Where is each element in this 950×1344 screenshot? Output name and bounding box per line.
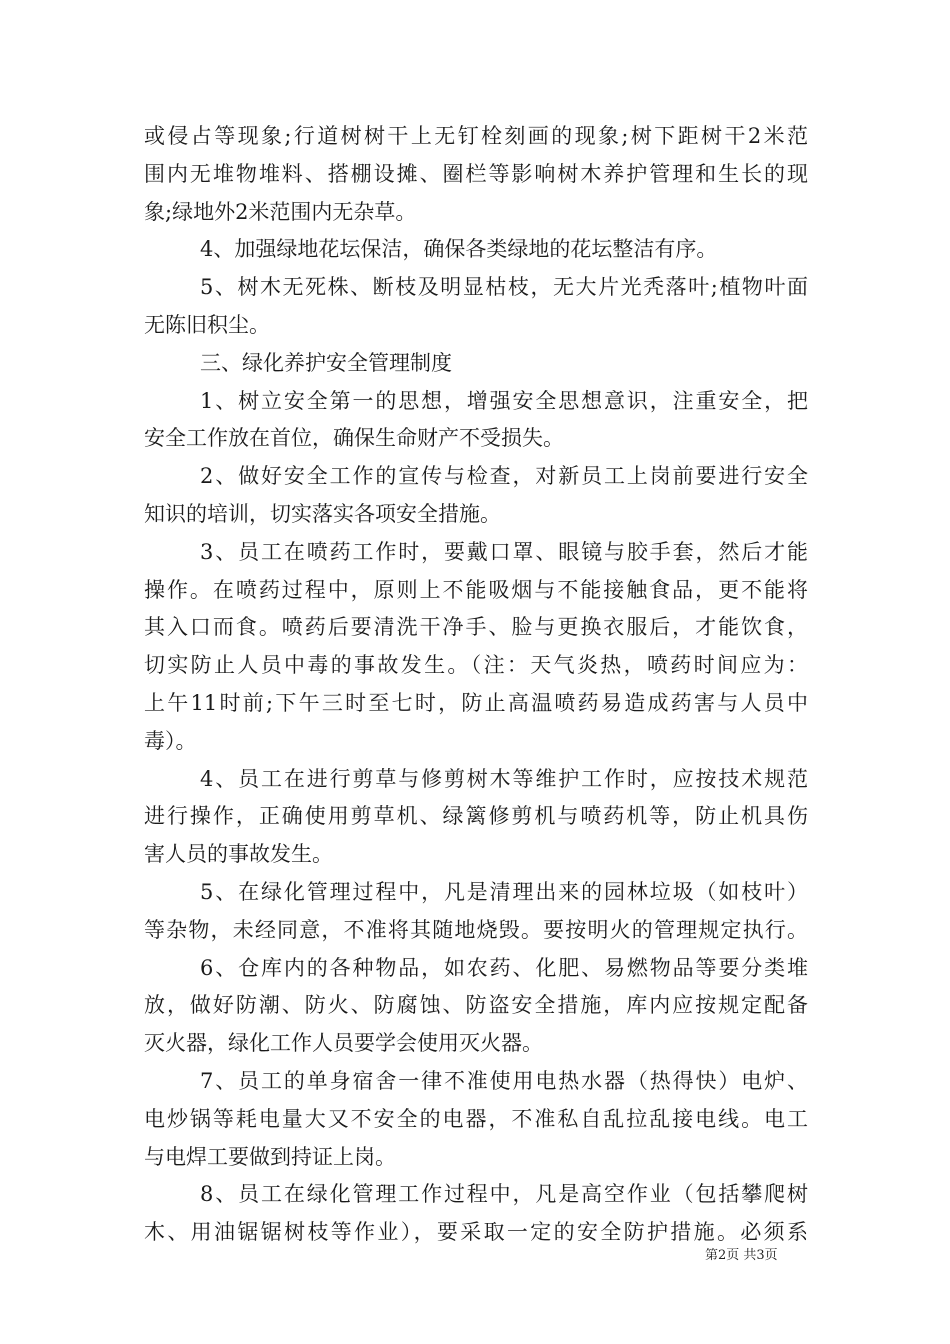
text-line: 操作。在喷药过程中，原则上不能吸烟与不能接触食品，更不能将 (144, 577, 808, 602)
text-line: 无陈旧积尘。 (144, 312, 270, 337)
text-line: 毒）。 (144, 728, 197, 753)
text-line: 5、树木无死株、断枝及明显枯枝，无大片光秃落叶;植物叶面 (200, 275, 808, 300)
text-line: 5、在绿化管理过程中，凡是清理出来的园林垃圾（如枝叶） (200, 879, 808, 904)
text-line: 进行操作，正确使用剪草机、绿篱修剪机与喷药机等，防止机具伤 (144, 804, 808, 829)
text-line: 1、树立安全第一的思想，增强安全思想意识，注重安全，把 (200, 388, 808, 413)
text-line: 上午11时前;下午三时至七时，防止高温喷药易造成药害与人员中 (144, 690, 808, 715)
text-line: 木、用油锯锯树枝等作业），要采取一定的安全防护措施。必须系 (144, 1220, 808, 1245)
text-line: 三、绿化养护安全管理制度 (200, 350, 452, 375)
page-number: 第2页 共3页 (705, 1248, 778, 1263)
text-line: 切实防止人员中毒的事故发生。（注：天气炎热，喷药时间应为： (144, 653, 808, 678)
text-line: 8、员工在绿化管理工作过程中，凡是高空作业（包括攀爬树 (200, 1182, 808, 1207)
text-line: 与电焊工要做到持证上岗。 (144, 1144, 396, 1169)
text-line: 害人员的事故发生。 (144, 842, 333, 867)
text-line: 象;绿地外2米范围内无杂草。 (144, 199, 417, 224)
text-line: 知识的培训，切实落实各项安全措施。 (144, 501, 501, 526)
text-line: 或侵占等现象;行道树树干上无钉栓刻画的现象;树下距树干2米范 (144, 124, 808, 148)
text-line: 围内无堆物堆料、搭棚设摊、圈栏等影响树木养护管理和生长的现 (144, 161, 808, 186)
text-line: 其入口而食。喷药后要清洗干净手、脸与更换衣服后，才能饮食， (144, 615, 808, 640)
document-body (144, 118, 808, 1252)
text-line: 4、加强绿地花坛保洁，确保各类绿地的花坛整洁有序。 (200, 237, 718, 262)
text-line: 2、做好安全工作的宣传与检查，对新员工上岗前要进行安全 (200, 464, 808, 489)
text-line: 放，做好防潮、防火、防腐蚀、防盗安全措施，库内应按规定配备 (144, 993, 808, 1018)
text-line: 4、员工在进行剪草与修剪树木等维护工作时，应按技术规范 (200, 766, 808, 791)
text-line: 安全工作放在首位，确保生命财产不受损失。 (144, 426, 564, 451)
text-line: 等杂物，未经同意，不准将其随地烧毁。要按明火的管理规定执行。 (144, 917, 808, 942)
text-line: 6、仓库内的各种物品，如农药、化肥、易燃物品等要分类堆 (200, 955, 808, 980)
text-line: 7、员工的单身宿舍一律不准使用电热水器（热得快）电炉、 (200, 1068, 808, 1093)
text-line: 灭火器，绿化工作人员要学会使用灭火器。 (144, 1031, 543, 1056)
text-line: 3、员工在喷药工作时，要戴口罩、眼镜与胶手套，然后才能 (200, 539, 808, 564)
text-line: 电炒锅等耗电量大又不安全的电器，不准私自乱拉乱接电线。电工 (144, 1106, 808, 1131)
